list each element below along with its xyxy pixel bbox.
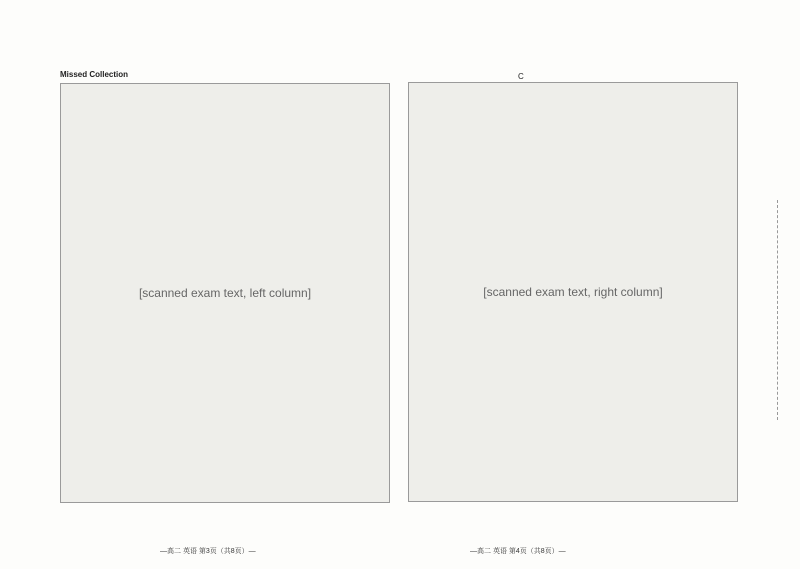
footer-page-3: —高二 英语 第3页（共8页）—: [160, 548, 256, 555]
passage-letter-c: C: [518, 72, 524, 81]
binding-margin: [765, 200, 789, 420]
section-title: Missed Collection: [60, 70, 129, 79]
footer-page-4: —高二 英语 第4页（共8页）—: [470, 548, 566, 555]
right-column: [408, 70, 738, 510]
left-column: [60, 70, 390, 510]
binding-dashed-line: [777, 200, 778, 420]
left-column-text-placeholder: [scanned exam text, left column]: [60, 83, 390, 503]
right-column-text-placeholder: [scanned exam text, right column]: [408, 82, 738, 502]
